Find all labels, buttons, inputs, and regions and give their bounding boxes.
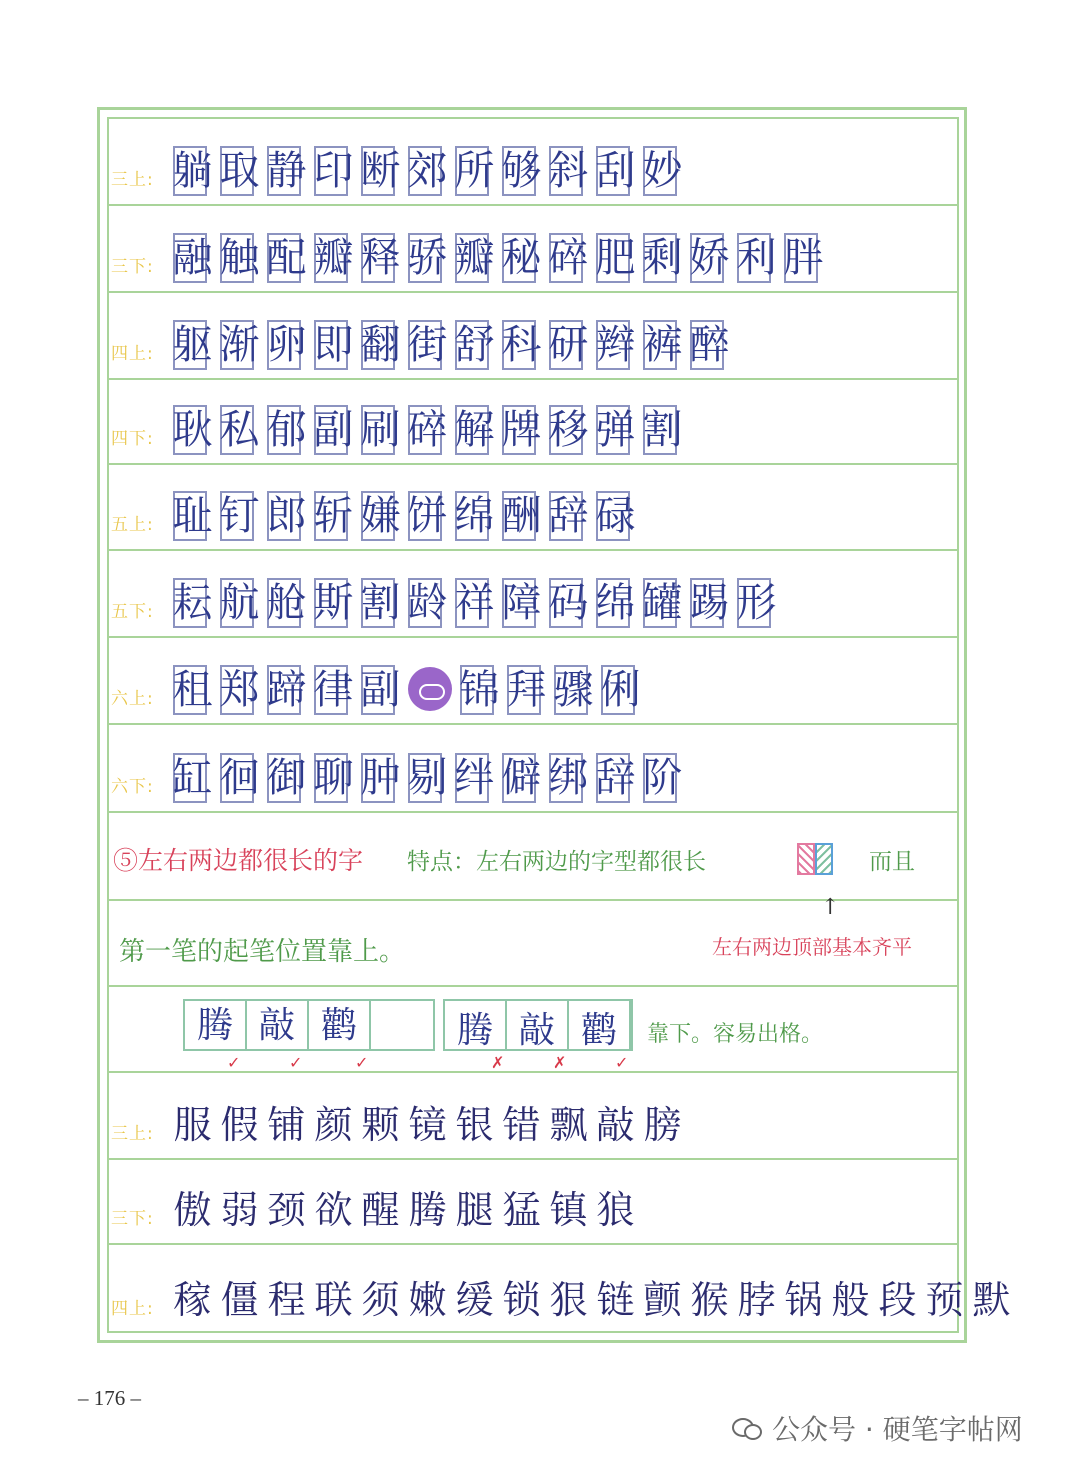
char-text: 碎 [407, 407, 448, 453]
practice-char [357, 403, 404, 457]
practice-char [169, 403, 216, 457]
practice-char: 颈 [267, 1188, 306, 1232]
bad-example-box [443, 999, 633, 1051]
char-text: 郁 [266, 407, 307, 453]
char-sequence [169, 403, 686, 457]
practice-char [550, 663, 597, 717]
char-sequence [169, 1183, 639, 1237]
practice-char [263, 318, 310, 372]
practice-char: 嫩 [408, 1278, 447, 1322]
check-icon: ✓ [227, 1053, 241, 1072]
grade-label: 三上: [111, 170, 154, 190]
practice-char: 缓 [455, 1278, 494, 1322]
practice-char [498, 489, 545, 543]
practice-char: 镇 [549, 1188, 588, 1232]
char-text: 辞 [548, 493, 589, 539]
char-text: 弹 [595, 407, 636, 453]
grade-label: 四上: [111, 344, 154, 364]
char-text: 龄 [407, 580, 448, 626]
practice-row [107, 293, 959, 380]
char-text: 割 [360, 580, 401, 626]
practice-char [169, 144, 216, 198]
good-example-box [183, 999, 435, 1051]
char-text: 融 [172, 235, 213, 281]
char-text: 骄 [407, 235, 448, 281]
char-text: 解 [454, 407, 495, 453]
char-text: 郊 [407, 148, 448, 194]
char-text: 绵 [454, 493, 495, 539]
practice-char [216, 231, 263, 285]
bad-example-char: 敲 [507, 1001, 569, 1049]
practice-char: 脖 [737, 1278, 776, 1322]
practice-char: 预 [925, 1278, 964, 1322]
bad-example-char: 鹳 [569, 1001, 631, 1049]
char-text: 刮 [595, 148, 636, 194]
practice-char: 猛 [502, 1188, 541, 1232]
practice-char: 醒 [361, 1188, 400, 1232]
char-text: 刷 [360, 407, 401, 453]
char-sequence [169, 1098, 686, 1152]
practice-char [357, 751, 404, 805]
section5-and: 而且 [869, 849, 915, 875]
char-text: 碌 [595, 493, 636, 539]
practice-char [404, 144, 451, 198]
char-text: 卵 [266, 322, 307, 368]
practice-char [545, 576, 592, 630]
practice-row [107, 725, 959, 813]
grade-label: 六上: [111, 689, 154, 709]
char-text: 私 [219, 407, 260, 453]
char-text: 胖 [783, 235, 824, 281]
practice-char: 膀 [643, 1103, 682, 1147]
practice-char: 般 [831, 1278, 870, 1322]
practice-char [310, 231, 357, 285]
practice-row [107, 551, 959, 638]
practice-char [545, 144, 592, 198]
practice-char [310, 403, 357, 457]
examples-row [107, 987, 959, 1073]
char-text: 拜 [506, 667, 547, 713]
practice-char: 敲 [596, 1103, 635, 1147]
char-text: 饼 [407, 493, 448, 539]
practice-char [216, 403, 263, 457]
practice-char [216, 663, 263, 717]
char-text: 断 [360, 148, 401, 194]
practice-char [592, 576, 639, 630]
grade-label: 五上: [111, 515, 154, 535]
char-text: 妙 [642, 148, 683, 194]
char-text: 聊 [313, 755, 354, 801]
cross-icon: ✗ [553, 1053, 567, 1072]
practice-char [639, 144, 686, 198]
char-text: 钉 [219, 493, 260, 539]
good-example-char: 鹳 [309, 1001, 371, 1049]
practice-char [216, 576, 263, 630]
char-text: 剔 [407, 755, 448, 801]
plain-practice-row [107, 1073, 959, 1160]
char-text: 阶 [642, 755, 683, 801]
bad-example-char: 腾 [445, 1001, 507, 1049]
practice-char [639, 403, 686, 457]
practice-char: 程 [267, 1278, 306, 1322]
practice-row [107, 465, 959, 551]
hatch-illustration [797, 843, 833, 875]
char-text: 裤 [642, 322, 683, 368]
practice-char: 颗 [361, 1103, 400, 1147]
practice-char: 须 [361, 1278, 400, 1322]
practice-char [592, 489, 639, 543]
char-text: 酬 [501, 493, 542, 539]
practice-char [498, 403, 545, 457]
char-text: 街 [407, 322, 448, 368]
char-text: 副 [360, 667, 401, 713]
grade-label: 六下: [111, 777, 154, 797]
practice-char: 铺 [267, 1103, 306, 1147]
char-text: 绵 [595, 580, 636, 626]
section5-note-right: 左右两边顶部基本齐平 [712, 935, 912, 959]
char-text: 租 [172, 667, 213, 713]
char-text: 研 [548, 322, 589, 368]
cross-icon: ✗ [491, 1053, 505, 1072]
practice-char: 锁 [502, 1278, 541, 1322]
practice-char: 颤 [643, 1278, 682, 1322]
section5-title: ⑤左右两边都很长的字 [113, 846, 364, 875]
char-text: 僻 [501, 755, 542, 801]
check-icon: ✓ [289, 1053, 303, 1072]
char-text: 牌 [501, 407, 542, 453]
practice-char [686, 576, 733, 630]
char-text: 郑 [219, 667, 260, 713]
char-text: 斯 [313, 580, 354, 626]
char-text: 肿 [360, 755, 401, 801]
practice-char [169, 751, 216, 805]
char-text: 蹄 [266, 667, 307, 713]
char-sequence [169, 1273, 1015, 1327]
plain-practice-row [107, 1160, 959, 1245]
practice-char [263, 663, 310, 717]
arrow-up-icon: ↑ [821, 895, 840, 920]
check-icon: ✓ [615, 1053, 629, 1072]
practice-char [498, 318, 545, 372]
char-text: 够 [501, 148, 542, 194]
practice-char [310, 489, 357, 543]
practice-char [451, 318, 498, 372]
practice-char: 傲 [173, 1188, 212, 1232]
practice-char: 飘 [549, 1103, 588, 1147]
good-example-char: 敲 [247, 1001, 309, 1049]
practice-char: 僵 [220, 1278, 259, 1322]
good-example-empty-cell [371, 1001, 433, 1049]
char-text: 罐 [642, 580, 683, 626]
char-text: 瓣 [313, 235, 354, 281]
char-text: 锦 [459, 667, 500, 713]
practice-char [404, 576, 451, 630]
practice-char [592, 231, 639, 285]
practice-char [404, 403, 451, 457]
practice-char [404, 231, 451, 285]
plain-practice-row [107, 1245, 1011, 1333]
char-text: 瓣 [454, 235, 495, 281]
practice-char [545, 489, 592, 543]
char-text: 嫌 [360, 493, 401, 539]
char-text: 科 [501, 322, 542, 368]
char-text: 徊 [219, 755, 260, 801]
char-text: 释 [360, 235, 401, 281]
char-text: 翻 [360, 322, 401, 368]
practice-char [503, 663, 550, 717]
practice-char [451, 144, 498, 198]
practice-char [310, 144, 357, 198]
char-text: 副 [313, 407, 354, 453]
practice-char [169, 663, 216, 717]
char-text: 醉 [689, 322, 730, 368]
char-text: 秘 [501, 235, 542, 281]
grade-label: 三下: [111, 257, 154, 277]
char-text: 移 [548, 407, 589, 453]
section5-row1 [107, 813, 959, 901]
practice-char [357, 144, 404, 198]
smiley-badge-icon [408, 667, 452, 711]
char-text: 触 [219, 235, 260, 281]
char-text: 割 [642, 407, 683, 453]
practice-char [597, 663, 644, 717]
char-text: 辞 [595, 755, 636, 801]
char-sequence [169, 231, 827, 285]
practice-char [263, 144, 310, 198]
char-text: 御 [266, 755, 307, 801]
grade-label: 三下: [111, 1209, 154, 1229]
practice-char: 银 [455, 1103, 494, 1147]
char-sequence [169, 144, 686, 198]
char-text: 律 [313, 667, 354, 713]
practice-char [404, 318, 451, 372]
char-text: 耻 [172, 493, 213, 539]
char-text: 肥 [595, 235, 636, 281]
practice-char: 段 [878, 1278, 917, 1322]
practice-char [592, 403, 639, 457]
practice-char: 欲 [314, 1188, 353, 1232]
practice-char: 假 [220, 1103, 259, 1147]
practice-char: 颜 [314, 1103, 353, 1147]
practice-row [107, 638, 959, 725]
char-sequence [169, 318, 733, 372]
check-icon: ✓ [355, 1053, 369, 1072]
examples-caption: 靠下。容易出格。 [647, 1022, 824, 1047]
practice-char [263, 751, 310, 805]
practice-char [451, 489, 498, 543]
practice-char [451, 751, 498, 805]
char-text: 躯 [172, 322, 213, 368]
grade-label: 三上: [111, 1124, 154, 1144]
practice-char [310, 663, 357, 717]
char-text: 取 [219, 148, 260, 194]
char-text: 形 [736, 580, 777, 626]
practice-char [169, 576, 216, 630]
practice-char [639, 318, 686, 372]
practice-char: 镜 [408, 1103, 447, 1147]
char-text: 舱 [266, 580, 307, 626]
practice-char [263, 231, 310, 285]
practice-char: 猴 [690, 1278, 729, 1322]
practice-char [263, 403, 310, 457]
practice-char [498, 576, 545, 630]
practice-char: 服 [173, 1103, 212, 1147]
char-text: 舒 [454, 322, 495, 368]
practice-char [216, 751, 263, 805]
section5-feature: 特点：左右两边的字型都很长 [407, 849, 706, 875]
char-text: 俐 [600, 667, 641, 713]
char-text: 航 [219, 580, 260, 626]
char-text: 碎 [548, 235, 589, 281]
practice-char [357, 231, 404, 285]
practice-char [404, 489, 451, 543]
watermark-text: 公众号 · 硬笔字帖网 [772, 1413, 1023, 1446]
char-text: 绊 [454, 755, 495, 801]
char-text: 渐 [219, 322, 260, 368]
practice-char [310, 576, 357, 630]
practice-char [639, 751, 686, 805]
char-text: 郎 [266, 493, 307, 539]
grade-label: 五下: [111, 602, 154, 622]
char-text: 剩 [642, 235, 683, 281]
char-text: 绑 [548, 755, 589, 801]
practice-char [498, 231, 545, 285]
char-text: 踢 [689, 580, 730, 626]
section5-line2: 第一笔的起笔位置靠上。 [119, 937, 406, 967]
practice-char [169, 318, 216, 372]
practice-char: 默 [972, 1278, 1011, 1322]
practice-char [456, 663, 503, 717]
practice-char [451, 403, 498, 457]
practice-char: 腾 [408, 1188, 447, 1232]
char-sequence [169, 663, 644, 717]
char-text: 配 [266, 235, 307, 281]
char-text: 缸 [172, 755, 213, 801]
char-text: 祥 [454, 580, 495, 626]
practice-row [107, 117, 959, 206]
practice-char [592, 144, 639, 198]
char-text: 耘 [172, 580, 213, 626]
practice-char [592, 318, 639, 372]
char-text: 斩 [313, 493, 354, 539]
practice-char: 锅 [784, 1278, 823, 1322]
practice-char: 稼 [173, 1278, 212, 1322]
section5-row2 [107, 895, 959, 987]
practice-char: 弱 [220, 1188, 259, 1232]
practice-char [686, 318, 733, 372]
practice-char [169, 489, 216, 543]
practice-char [357, 576, 404, 630]
practice-char [451, 576, 498, 630]
practice-char [357, 318, 404, 372]
char-text: 耿 [172, 407, 213, 453]
char-text: 骤 [553, 667, 594, 713]
page-number: – 176 – [78, 1386, 141, 1410]
grade-label: 四下: [111, 429, 154, 449]
char-text: 躺 [172, 148, 213, 194]
practice-char [263, 576, 310, 630]
practice-char [545, 318, 592, 372]
practice-char: 腿 [455, 1188, 494, 1232]
char-text: 辫 [595, 322, 636, 368]
practice-char: 狠 [549, 1278, 588, 1322]
practice-char [357, 663, 404, 717]
practice-char [639, 576, 686, 630]
practice-char [545, 231, 592, 285]
char-text: 娇 [689, 235, 730, 281]
practice-char [498, 751, 545, 805]
practice-char [545, 403, 592, 457]
practice-char [216, 144, 263, 198]
practice-char [310, 318, 357, 372]
watermark [732, 1408, 1023, 1448]
practice-char [451, 231, 498, 285]
char-text: 利 [736, 235, 777, 281]
practice-char: 狼 [596, 1188, 635, 1232]
practice-char [545, 751, 592, 805]
char-text: 即 [313, 322, 354, 368]
practice-char: 联 [314, 1278, 353, 1322]
practice-char [498, 144, 545, 198]
practice-char [639, 231, 686, 285]
char-text: 静 [266, 148, 307, 194]
char-text: 斜 [548, 148, 589, 194]
practice-row [107, 206, 959, 293]
chat-bubble-icon [732, 1416, 762, 1440]
good-example-char: 腾 [185, 1001, 247, 1049]
char-text: 障 [501, 580, 542, 626]
char-text: 所 [454, 148, 495, 194]
char-sequence [169, 576, 780, 630]
practice-row [107, 380, 959, 465]
char-text: 印 [313, 148, 354, 194]
practice-char [310, 751, 357, 805]
practice-char [216, 489, 263, 543]
practice-char [169, 231, 216, 285]
practice-char [733, 576, 780, 630]
practice-char [592, 751, 639, 805]
char-sequence [169, 489, 639, 543]
practice-char [263, 489, 310, 543]
practice-char [216, 318, 263, 372]
char-text: 码 [548, 580, 589, 626]
practice-char [357, 489, 404, 543]
practice-char [404, 751, 451, 805]
practice-char [780, 231, 827, 285]
char-sequence [169, 751, 686, 805]
grade-label: 四上: [111, 1299, 154, 1319]
practice-char: 链 [596, 1278, 635, 1322]
practice-char [686, 231, 733, 285]
practice-char [733, 231, 780, 285]
practice-char: 错 [502, 1103, 541, 1147]
